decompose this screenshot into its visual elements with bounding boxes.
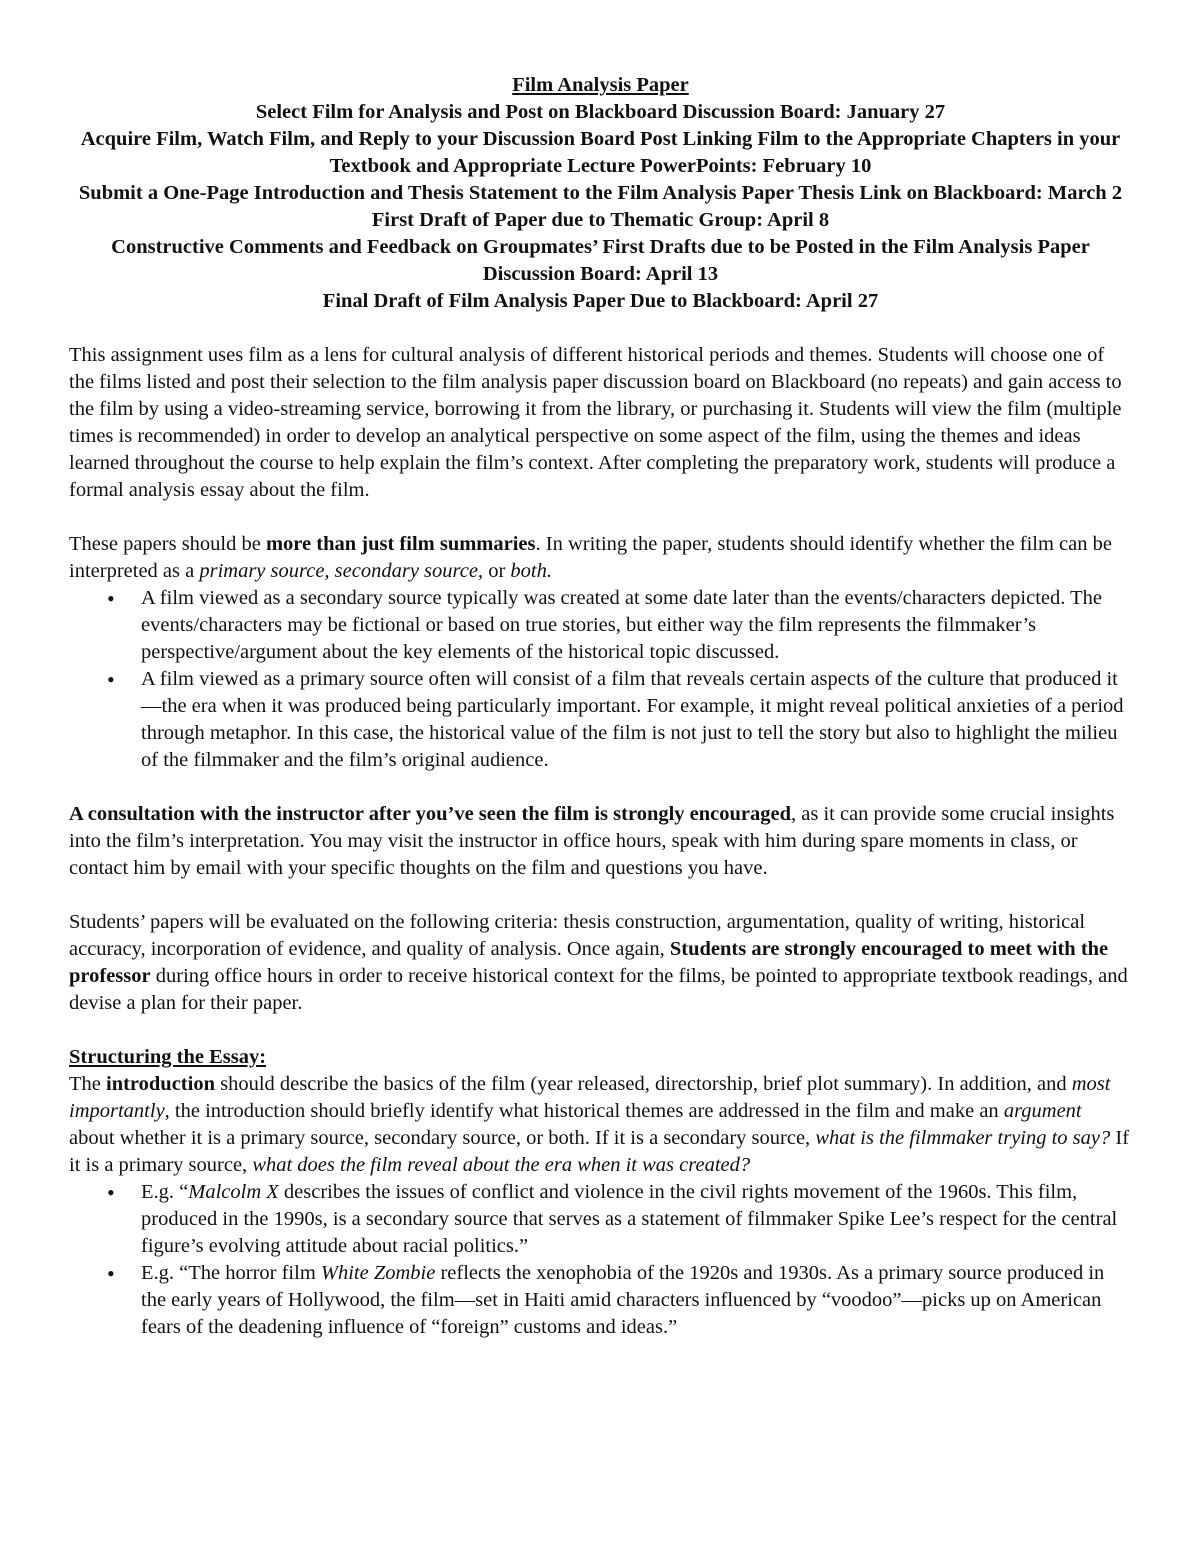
document-header xyxy=(69,72,1132,315)
text-span: The xyxy=(69,1073,106,1095)
deadline-line-1: Select Film for Analysis and Post on Blackboard Discussion Board: January 27 xyxy=(255,101,946,123)
text-span: should describe the basics of the film (year released, directorship, brief plot summary). In addition, and xyxy=(214,1073,1072,1095)
italic-span: what is the filmmaker trying to say? xyxy=(815,1127,1111,1149)
section-heading: Structuring the Essay: xyxy=(69,1046,267,1068)
bold-span: introduction xyxy=(106,1073,215,1095)
intro-paragraph: This assignment uses film as a lens for cultural analysis of different historical periods and themes. Students will choose one of the films listed and post their selection to the film analysis paper discussion board on Blackboard (no repeats) and gain access to the film by using a video-streaming service, borrowing it from the library, or purchasing it. Students will view the film (multiple times is recommended) in order to develop an analytical perspective on some aspect of the film, using the themes and ideas learned throughout the course to help explain the film’s context. After completing the preparatory work, students will produce a formal analysis essay about the film. xyxy=(69,344,1122,501)
list-item-example-white-zombie xyxy=(69,1260,1132,1341)
italic-span: what does the film reveal about the era when it was created? xyxy=(252,1154,751,1176)
example-list xyxy=(69,1179,1132,1341)
summaries-section xyxy=(69,531,1132,774)
italic-span: argument xyxy=(1003,1100,1082,1122)
deadline-line-3: Submit a One-Page Introduction and Thesis Statement to the Film Analysis Paper Thesis Link on Blackboard: March 2 xyxy=(78,182,1123,204)
document-title: Film Analysis Paper xyxy=(512,74,689,96)
italic-span: both. xyxy=(510,560,552,582)
text-span: describes the issues of conflict and violence in the civil rights movement of the 1960s. This film, produced in the 1990s, is a secondary source that serves as a statement of filmmaker Spike Lee’s respect for the central figure’s evolving attitude about racial politics.” xyxy=(141,1181,1118,1257)
summaries-paragraph xyxy=(69,531,1132,585)
bold-span: Students are strongly encouraged to meet with the professor xyxy=(69,938,1109,987)
text-span: E.g. “ xyxy=(141,1181,189,1203)
text-span: If it is a primary source, xyxy=(69,1127,1130,1176)
introduction-paragraph xyxy=(69,1071,1132,1179)
structuring-section xyxy=(69,1044,1132,1341)
italic-span: Malcolm X xyxy=(188,1181,279,1203)
text-span: during office hours in order to receive historical context for the films, be pointed to appropriate textbook readings, and devise a plan for their paper. xyxy=(69,965,1128,1014)
criteria-paragraph xyxy=(69,909,1132,1017)
bold-span: more than just film summaries xyxy=(265,533,536,555)
consultation-paragraph xyxy=(69,801,1132,882)
text-span: These papers should be xyxy=(69,533,266,555)
deadline-line-5: Constructive Comments and Feedback on Groupmates’ First Drafts due to be Posted in the Film Analysis Paper Discussion Board: April 13 xyxy=(111,236,1090,285)
text-span: E.g. “The horror film xyxy=(141,1262,321,1284)
text-span: Students’ papers will be evaluated on the following criteria: thesis construction, argumentation, quality of writing, historical accuracy, incorporation of evidence, and quality of analysis. Once again, xyxy=(69,911,1086,960)
italic-span: White Zombie xyxy=(320,1262,436,1284)
italic-span: primary source, secondary source, xyxy=(199,560,484,582)
text-span: or xyxy=(483,560,511,582)
text-span: about whether it is a primary source, secondary source, or both. If it is a secondary source, xyxy=(69,1127,816,1149)
text-span: . In writing the paper, students should identify whether the film can be interpreted as a xyxy=(69,533,1112,582)
deadline-line-4: First Draft of Paper due to Thematic Group: April 8 xyxy=(371,209,830,231)
source-type-list xyxy=(69,585,1132,774)
list-item-example-malcolm-x xyxy=(69,1179,1132,1260)
list-item-secondary-source: • A film viewed as a secondary source typically was created at some date later than the events/characters depicted. The events/characters may be fictional or based on true stories, but either way the film represents the filmmaker’s perspective/argument about the key elements of the historical topic discussed. xyxy=(69,585,1132,666)
list-item-primary-source: • A film viewed as a primary source often will consist of a film that reveals certain aspects of the culture that produced it—the era when it was produced being particularly important. For example, it might reveal political anxieties of a period through metaphor. In this case, the historical value of the film is not just to tell the story but also to highlight the milieu of the filmmaker and the film’s original audience. xyxy=(69,666,1132,774)
text-span: , as it can provide some crucial insights into the film’s interpretation. You may visit the instructor in office hours, speak with him during spare moments in class, or contact him by email with your specific thoughts on the film and questions you have. xyxy=(69,803,1115,879)
text-span: reflects the xenophobia of the 1920s and 1930s. As a primary source produced in the early years of Hollywood, the film—set in Haiti amid characters influenced by “voodoo”—picks up on American fears of the deadening influence of “foreign” customs and ideas.” xyxy=(141,1262,1105,1338)
deadline-line-6: Final Draft of Film Analysis Paper Due to Blackboard: April 27 xyxy=(322,290,879,312)
bold-span: A consultation with the instructor after you’ve seen the film is strongly encouraged xyxy=(69,803,792,825)
italic-span: most importantly xyxy=(69,1073,1111,1122)
text-span: , the introduction should briefly identify what historical themes are addressed in the film and make an xyxy=(164,1100,1004,1122)
deadline-line-2: Acquire Film, Watch Film, and Reply to your Discussion Board Post Linking Film to the Appropriate Chapters in your Textbook and Appropriate Lecture PowerPoints: February 10 xyxy=(80,128,1121,177)
